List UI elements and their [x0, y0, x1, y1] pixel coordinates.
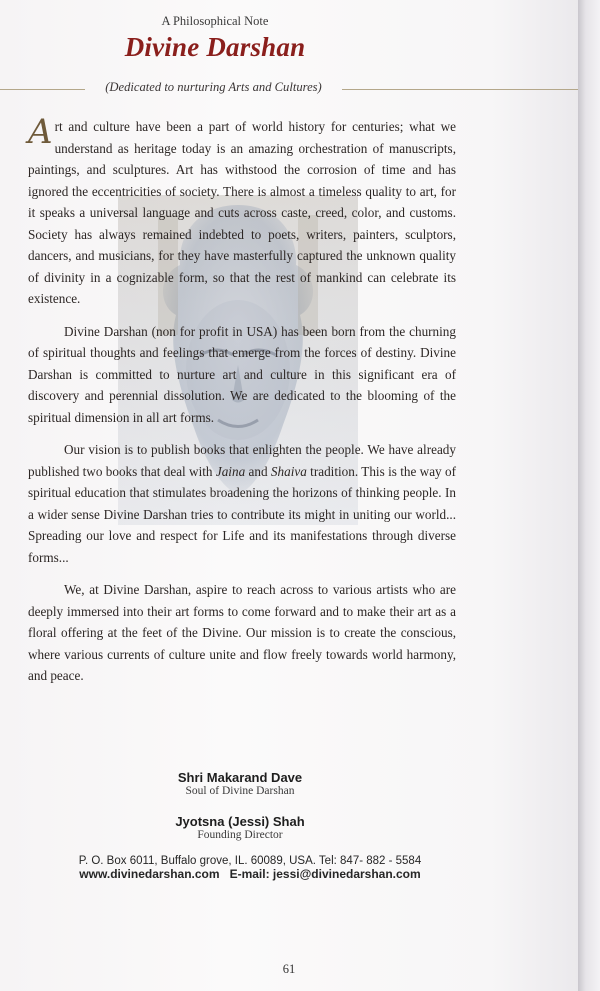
jaina-term: Jaina [215, 463, 246, 479]
address: P. O. Box 6011, Buffalo grove, IL. 60089, USA. Tel: 847- 882 - 5584 [78, 855, 422, 867]
signature-2-role: Founding Director [197, 829, 283, 841]
paragraph-3-text-b: and [245, 463, 271, 479]
drop-cap: A [28, 112, 53, 152]
rule-left [0, 89, 85, 90]
signature-1-role: Soul of Divine Darshan [185, 785, 295, 797]
signature-2 [0, 814, 480, 841]
rule-right [342, 89, 578, 90]
contact-block [0, 855, 500, 881]
paragraph-1 [28, 112, 456, 310]
paragraph-2: Divine Darshan (non for profit in USA) has been born from the churning of spiritual thoughts and feelings that emerge from the forces of destiny. Divine Darshan is committed to nurture art and culture in this significant era of discovery and perennial dissolution. We are dedicated to the blooming of the spiritual dimension in all art forms. [28, 323, 456, 425]
signature-1 [0, 770, 480, 797]
paragraph-4: We, at Divine Darshan, aspire to reach across to various artists who are deeply immersed into their art forms to come forward and to make their art as a floral offering at the feet of the Divine. Our mission is to create the conscious, where various currents of culture unite and flow freely towards world harmony, and peace. [28, 582, 456, 683]
shaiva-term: Shaiva [270, 463, 307, 479]
kicker: A Philosophical Note [161, 14, 269, 28]
paragraph-3 [28, 439, 456, 568]
page-title: Divine Darshan [124, 32, 306, 62]
paragraph-1-text: rt and culture have been a part of world history for centuries; what we understand as heritage today is an amazing orchestration of manuscripts, paintings, and sculptures. Art has withstood the corrosion of time and has ignored the eccentricities of society. There is almost a timeless quality to art, for it speaks a universal language and cuts across caste, creed, color, and customs. Society has always remained indebted to poets, writers, painters, sculptors, dancers, and musicians, for they have masterfully captured the unknown quality of divinity in a cognizable form, so that the rest of mankind can celebrate its existence. [28, 119, 456, 306]
web-line [0, 867, 500, 881]
dedication: (Dedicated to nurturing Arts and Cultures) [105, 80, 322, 94]
page-number: 61 [282, 962, 296, 976]
paragraph-3-text-c: tradition. This is the way of spiritual education that stimulates broadening the horizons of thinking people. In a wider sense Divine Darshan tries to contribute its might in uniting our world... Spreading our love and respect for Life and its manifestations through diverse forms... [28, 463, 456, 565]
email-link[interactable]: E-mail: jessi@divinedarshan.com [229, 867, 421, 881]
page-edge-shadow [578, 0, 600, 991]
article-body [28, 112, 456, 698]
signature-1-name: Shri Makarand Dave [177, 770, 303, 785]
signature-2-name: Jyotsna (Jessi) Shah [175, 814, 305, 829]
paragraph-3-text-a: Our vision is to publish books that enlighten the people. We have already published two books that deal with [28, 442, 456, 479]
website-link[interactable]: www.divinedarshan.com [79, 867, 220, 881]
